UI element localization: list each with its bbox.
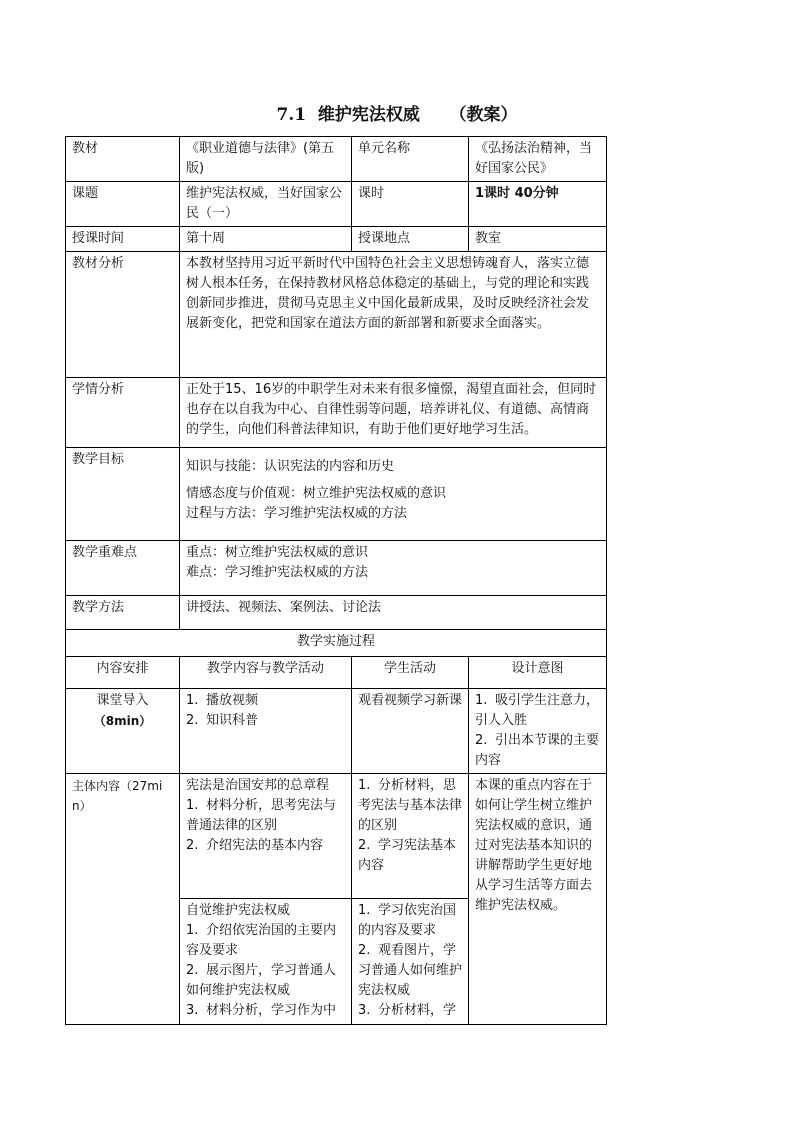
row-goals <box>66 448 607 541</box>
intro-name-cell <box>66 689 180 774</box>
students-value: 正处于15、16岁的中职学生对未来有很多憧憬，渴望直面社会，但同时也存在以自我为中心、自律性弱等问题，培养讲礼仪、有道德、高情商的学生，向他们科普法律知识，有助于他们更好地学习生活。 <box>180 378 607 448</box>
header-teaching-activity: 教学内容与教学活动 <box>180 657 352 689</box>
textbook-value: 《职业道德与法律》(第五版) <box>180 137 352 182</box>
list-item: 2. 引出本节课的主要内容 <box>475 733 600 768</box>
place-label: 授课地点 <box>352 227 469 252</box>
intro-name: 课堂导入 <box>96 693 149 708</box>
list-item: 1. 材料分析，思考宪法与普通法律的区别 <box>186 798 337 833</box>
analysis-label: 教材分析 <box>66 252 180 378</box>
list-item: 1. 介绍依宪治国的主要内容及要求 <box>186 923 337 958</box>
main-name: 主体内容（27min） <box>66 774 180 1025</box>
method-label: 教学方法 <box>66 596 180 630</box>
intro-intent-list <box>475 691 600 771</box>
list-item: 1. 分析材料，思考宪法与基本法律的区别 <box>358 778 463 833</box>
list-item: 3. 分析材料，学 <box>358 1003 457 1018</box>
row-time-place <box>66 227 607 252</box>
students-label: 学情分析 <box>66 378 180 448</box>
goal-attitude: 情感态度与价值观：树立维护宪法权威的意识 <box>186 486 447 501</box>
goals-cell <box>180 448 607 541</box>
header-student-activity: 学生活动 <box>352 657 469 689</box>
header-design-intent: 设计意图 <box>469 657 607 689</box>
main-part2-student-list <box>358 901 462 1021</box>
row-process-title <box>66 630 607 657</box>
topic-label: 课题 <box>66 182 180 227</box>
key-label: 教学重难点 <box>66 541 180 596</box>
unit-value: 《弘扬法治精神，当好国家公民》 <box>469 137 607 182</box>
goal-process: 过程与方法：学习维护宪法权威的方法 <box>186 506 408 521</box>
list-item: 1. 播放视频 <box>186 693 259 708</box>
time-value: 第十周 <box>180 227 352 252</box>
main-part1-heading: 宪法是治国安邦的总章程 <box>186 778 330 793</box>
list-item: 2. 展示图片，学习普通人如何维护宪法权威 <box>186 963 337 998</box>
topic-value: 维护宪法权威，当好国家公民（一） <box>180 182 352 227</box>
time-label: 授课时间 <box>66 227 180 252</box>
list-item: 1. 学习依宪治国的内容及要求 <box>358 903 457 938</box>
main-intent: 本课的重点内容在于如何让学生树立维护宪法权威的意识，通过对宪法基本知识的讲解帮助学生更好地从学习生活等方面去维护宪法权威。 <box>469 774 607 1025</box>
row-analysis <box>66 252 607 378</box>
row-main-part1 <box>66 774 607 899</box>
main-part2-student-cell <box>352 899 469 1025</box>
row-key-points <box>66 541 607 596</box>
lesson-plan-table <box>65 136 607 1025</box>
intro-teaching-list <box>186 691 345 731</box>
main-part1-student-cell <box>352 774 469 899</box>
row-topic <box>66 182 607 227</box>
row-students <box>66 378 607 448</box>
goal-knowledge: 知识与技能：认识宪法的内容和历史 <box>186 459 395 474</box>
intro-intent-cell <box>469 689 607 774</box>
row-textbook <box>66 137 607 182</box>
hours-value: 1课时 40分钟 <box>469 182 607 227</box>
key-point-focus: 重点：树立维护宪法权威的意识 <box>186 545 369 560</box>
row-method <box>66 596 607 630</box>
place-value: 教室 <box>469 227 607 252</box>
main-part2-teaching-cell <box>180 899 352 1025</box>
key-points-cell <box>180 541 607 596</box>
goals-label: 教学目标 <box>66 448 180 541</box>
main-part1-teaching-list <box>186 796 345 856</box>
unit-label: 单元名称 <box>352 137 469 182</box>
analysis-value: 本教材坚持用习近平新时代中国特色社会主义思想铸魂育人，落实立德树人根本任务，在保持教材风格总体稳定的基础上，与党的理论和实践创新同步推进，贯彻马克思主义中国化最新成果，及时反映经济社会发展新变化，把党和国家在道法方面的新部署和新要求全面落实。 <box>180 252 607 378</box>
textbook-label: 教材 <box>66 137 180 182</box>
list-item: 2. 学习宪法基本内容 <box>358 838 457 873</box>
process-title: 教学实施过程 <box>66 630 607 657</box>
row-intro <box>66 689 607 774</box>
intro-student-activity: 观看视频学习新课 <box>352 689 469 774</box>
method-value: 讲授法、视频法、案例法、讨论法 <box>180 596 607 630</box>
list-item: 3. 材料分析，学习作为中 <box>186 1003 337 1018</box>
main-part2-teaching-list <box>186 921 345 1021</box>
header-content-arrangement: 内容安排 <box>66 657 180 689</box>
row-process-headers <box>66 657 607 689</box>
list-item: 2. 介绍宪法的基本内容 <box>186 838 324 853</box>
main-part1-teaching-cell <box>180 774 352 899</box>
main-part2-heading: 自觉维护宪法权威 <box>186 903 291 918</box>
key-point-difficulty: 难点：学习维护宪法权威的方法 <box>186 565 369 580</box>
list-item: 1. 吸引学生注意力，引人入胜 <box>475 693 600 728</box>
list-item: 2. 观看图片，学习普通人如何维护宪法权威 <box>358 943 463 998</box>
hours-label: 课时 <box>352 182 469 227</box>
page-title: 7.1 维护宪法权威 （教案） <box>276 105 518 125</box>
main-part1-student-list <box>358 776 462 876</box>
list-item: 2. 知识科普 <box>186 713 259 728</box>
intro-teaching-cell <box>180 689 352 774</box>
intro-duration: （8min） <box>93 714 152 728</box>
